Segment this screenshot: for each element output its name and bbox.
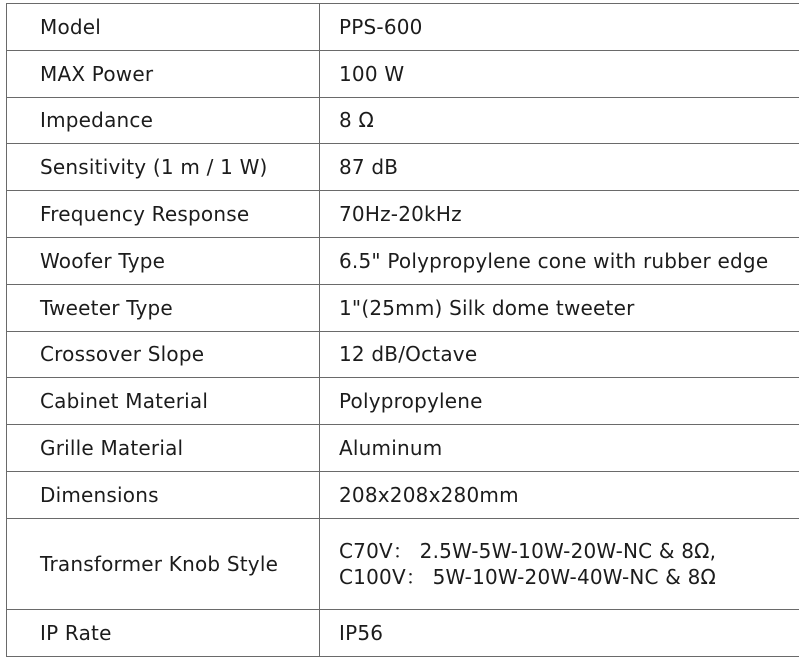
spec-value: 87 dB — [320, 144, 799, 191]
spec-label: Model — [7, 4, 320, 51]
spec-row-grille-material — [7, 425, 799, 472]
spec-row-max-power — [7, 50, 799, 97]
spec-table — [6, 3, 799, 657]
spec-row-model — [7, 4, 799, 51]
spec-row-cabinet-material — [7, 378, 799, 425]
spec-label: IP Rate — [7, 609, 320, 656]
spec-value: 12 dB/Octave — [320, 331, 799, 378]
spec-label: Impedance — [7, 97, 320, 144]
spec-value-line: C100V： 5W-10W-20W-40W-NC & 8Ω — [339, 564, 717, 589]
spec-row-frequency-response — [7, 191, 799, 238]
spec-row-ip-rate — [7, 609, 799, 656]
spec-row-dimensions — [7, 471, 799, 518]
spec-label: Transformer Knob Style — [7, 518, 320, 609]
spec-value: 8 Ω — [320, 97, 799, 144]
spec-value: IP56 — [320, 609, 799, 656]
spec-label: Woofer Type — [7, 237, 320, 284]
spec-value — [320, 518, 799, 609]
spec-row-impedance — [7, 97, 799, 144]
spec-value: 70Hz-20kHz — [320, 191, 799, 238]
spec-row-crossover-slope — [7, 331, 799, 378]
spec-label: Crossover Slope — [7, 331, 320, 378]
spec-label: Cabinet Material — [7, 378, 320, 425]
spec-value-line: C70V： 2.5W-5W-10W-20W-NC & 8Ω, — [339, 538, 717, 563]
spec-value: 208x208x280mm — [320, 471, 799, 518]
spec-label: Dimensions — [7, 471, 320, 518]
spec-row-sensitivity — [7, 144, 799, 191]
spec-label: Sensitivity (1 m / 1 W) — [7, 144, 320, 191]
spec-label: Tweeter Type — [7, 284, 320, 331]
spec-value: PPS-600 — [320, 4, 799, 51]
spec-row-tweeter-type — [7, 284, 799, 331]
spec-value: 6.5" Polypropylene cone with rubber edge — [320, 237, 799, 284]
spec-value: 100 W — [320, 50, 799, 97]
spec-value: Aluminum — [320, 425, 799, 472]
spec-label: Grille Material — [7, 425, 320, 472]
spec-row-woofer-type — [7, 237, 799, 284]
spec-value: Polypropylene — [320, 378, 799, 425]
spec-row-transformer-knob-style — [7, 518, 799, 609]
spec-label: MAX Power — [7, 50, 320, 97]
spec-value: 1"(25mm) Silk dome tweeter — [320, 284, 799, 331]
spec-label: Frequency Response — [7, 191, 320, 238]
